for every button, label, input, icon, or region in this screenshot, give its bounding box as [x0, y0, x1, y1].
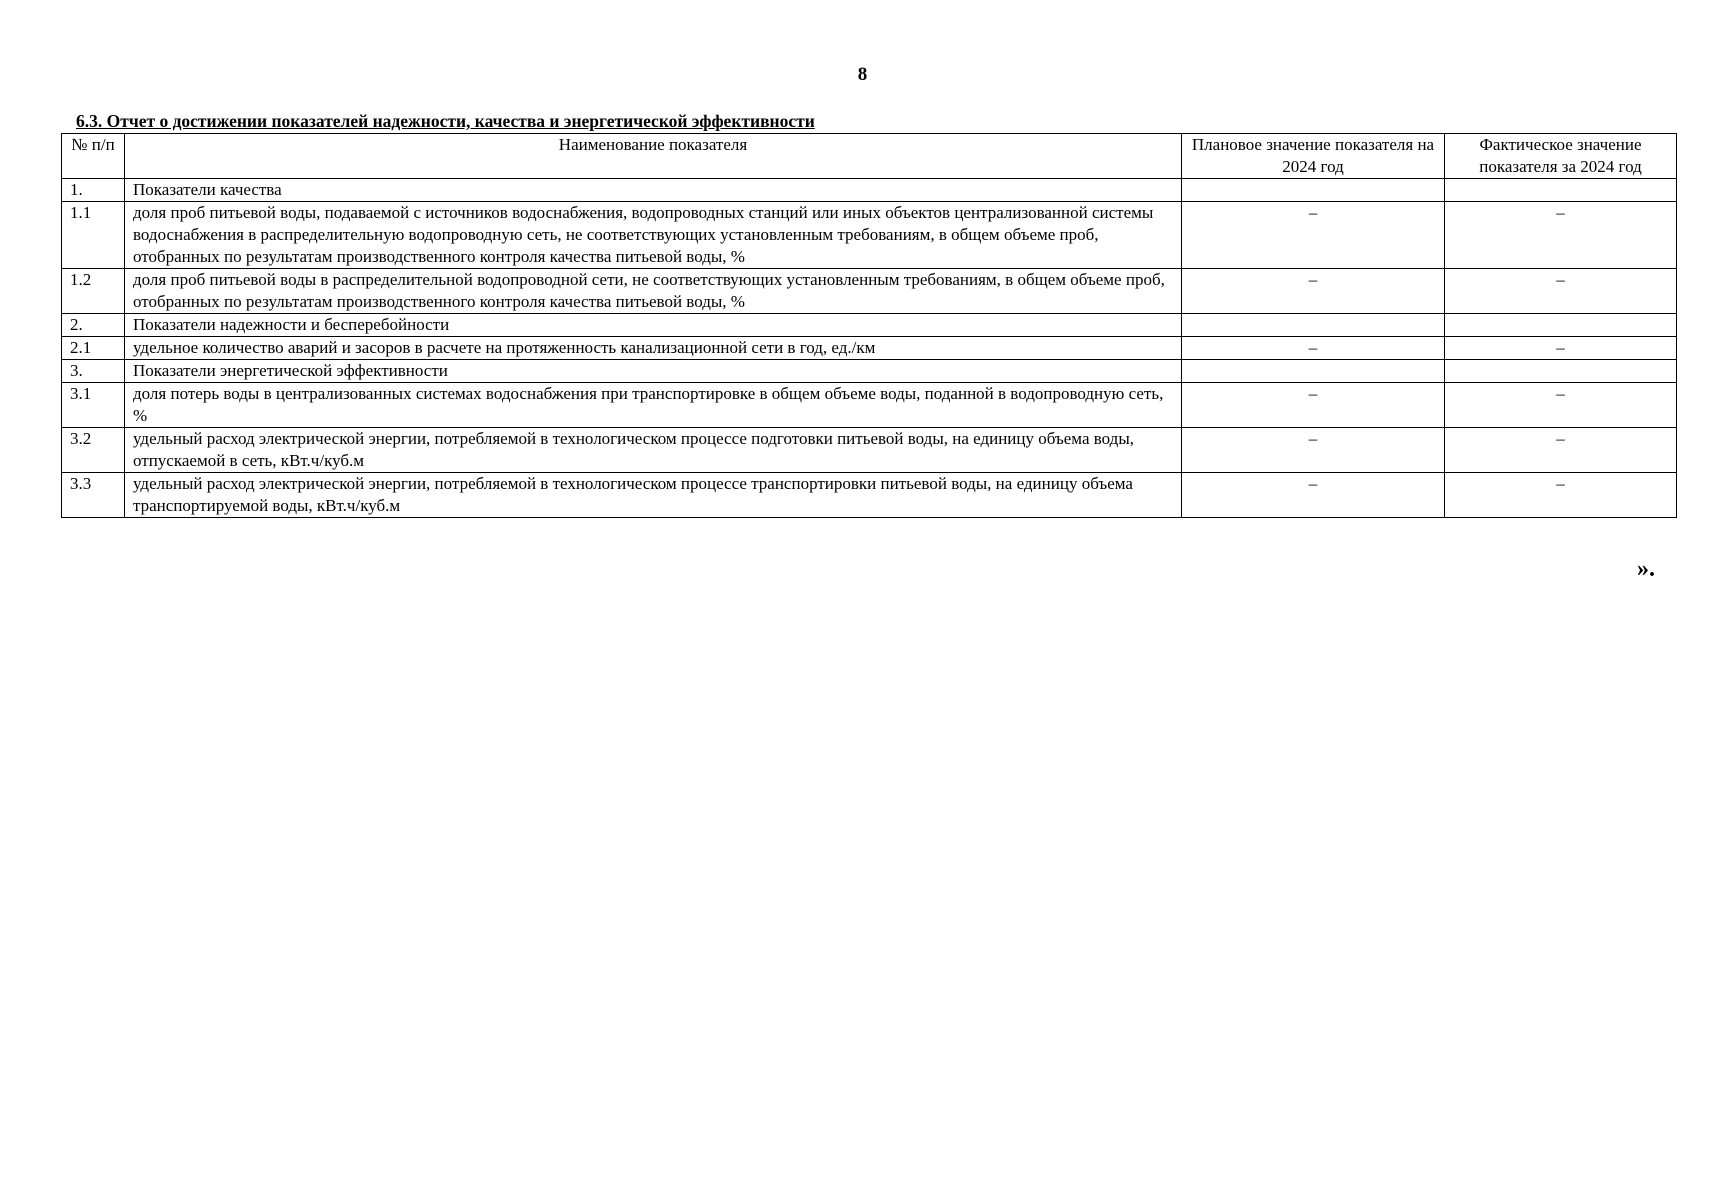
row-plan: – — [1182, 337, 1445, 360]
row-fact: – — [1445, 428, 1677, 473]
table-row — [62, 383, 1677, 428]
row-name: Показатели качества — [125, 179, 1182, 202]
header-plan: Плановое значение показателя на 2024 год — [1182, 134, 1445, 179]
closing-quote-mark: ». — [1637, 556, 1655, 582]
row-num: 1.1 — [62, 202, 125, 269]
header-fact: Фактическое значение показателя за 2024 год — [1445, 134, 1677, 179]
row-name: удельное количество аварий и засоров в расчете на протяженность канализационной сети в год, ед./км — [125, 337, 1182, 360]
row-num: 1. — [62, 179, 125, 202]
row-name: удельный расход электрической энергии, потребляемой в технологическом процессе подготовки питьевой воды, на единицу объема воды, отпускаемой в сеть, кВт.ч/куб.м — [125, 428, 1182, 473]
table-row — [62, 428, 1677, 473]
row-name: Показатели энергетической эффективности — [125, 360, 1182, 383]
row-fact — [1445, 314, 1677, 337]
header-name: Наименование показателя — [125, 134, 1182, 179]
row-plan: – — [1182, 202, 1445, 269]
table-row — [62, 269, 1677, 314]
row-fact: – — [1445, 337, 1677, 360]
header-num: № п/п — [62, 134, 125, 179]
indicators-table — [61, 133, 1677, 518]
table-row — [62, 179, 1677, 202]
row-name: доля потерь воды в централизованных системах водоснабжения при транспортировке в общем объеме воды, поданной в водопроводную сеть, % — [125, 383, 1182, 428]
table-row — [62, 337, 1677, 360]
row-plan — [1182, 314, 1445, 337]
table-row — [62, 360, 1677, 383]
table-header-row — [62, 134, 1677, 179]
row-fact: – — [1445, 269, 1677, 314]
row-plan: – — [1182, 428, 1445, 473]
page-number: 8 — [857, 64, 868, 85]
row-num: 3.1 — [62, 383, 125, 428]
row-name: удельный расход электрической энергии, потребляемой в технологическом процессе транспортировки питьевой воды, на единицу объема транспортируемой воды, кВт.ч/куб.м — [125, 473, 1182, 518]
row-name: доля проб питьевой воды, подаваемой с источников водоснабжения, водопроводных станций или иных объектов централизованной системы водоснабжения в распределительную водопроводную сеть, не соответствующих установленным требованиям, в общем объеме проб, отобранных по результатам производственного контроля качества питьевой воды, % — [125, 202, 1182, 269]
row-plan: – — [1182, 473, 1445, 518]
row-num: 3.3 — [62, 473, 125, 518]
row-plan — [1182, 179, 1445, 202]
row-fact: – — [1445, 383, 1677, 428]
row-num: 3.2 — [62, 428, 125, 473]
table-row — [62, 202, 1677, 269]
row-fact: – — [1445, 473, 1677, 518]
row-num: 1.2 — [62, 269, 125, 314]
row-fact — [1445, 179, 1677, 202]
row-name: доля проб питьевой воды в распределительной водопроводной сети, не соответствующих установленным требованиям, в общем объеме проб, отобранных по результатам производственного контроля качества питьевой воды, % — [125, 269, 1182, 314]
row-plan: – — [1182, 383, 1445, 428]
row-plan: – — [1182, 269, 1445, 314]
table-row — [62, 473, 1677, 518]
row-name: Показатели надежности и бесперебойности — [125, 314, 1182, 337]
row-num: 2. — [62, 314, 125, 337]
table-row — [62, 314, 1677, 337]
section-title: 6.3. Отчет о достижении показателей надежности, качества и энергетической эффективности — [76, 111, 815, 131]
row-num: 3. — [62, 360, 125, 383]
row-fact — [1445, 360, 1677, 383]
row-plan — [1182, 360, 1445, 383]
row-num: 2.1 — [62, 337, 125, 360]
row-fact: – — [1445, 202, 1677, 269]
